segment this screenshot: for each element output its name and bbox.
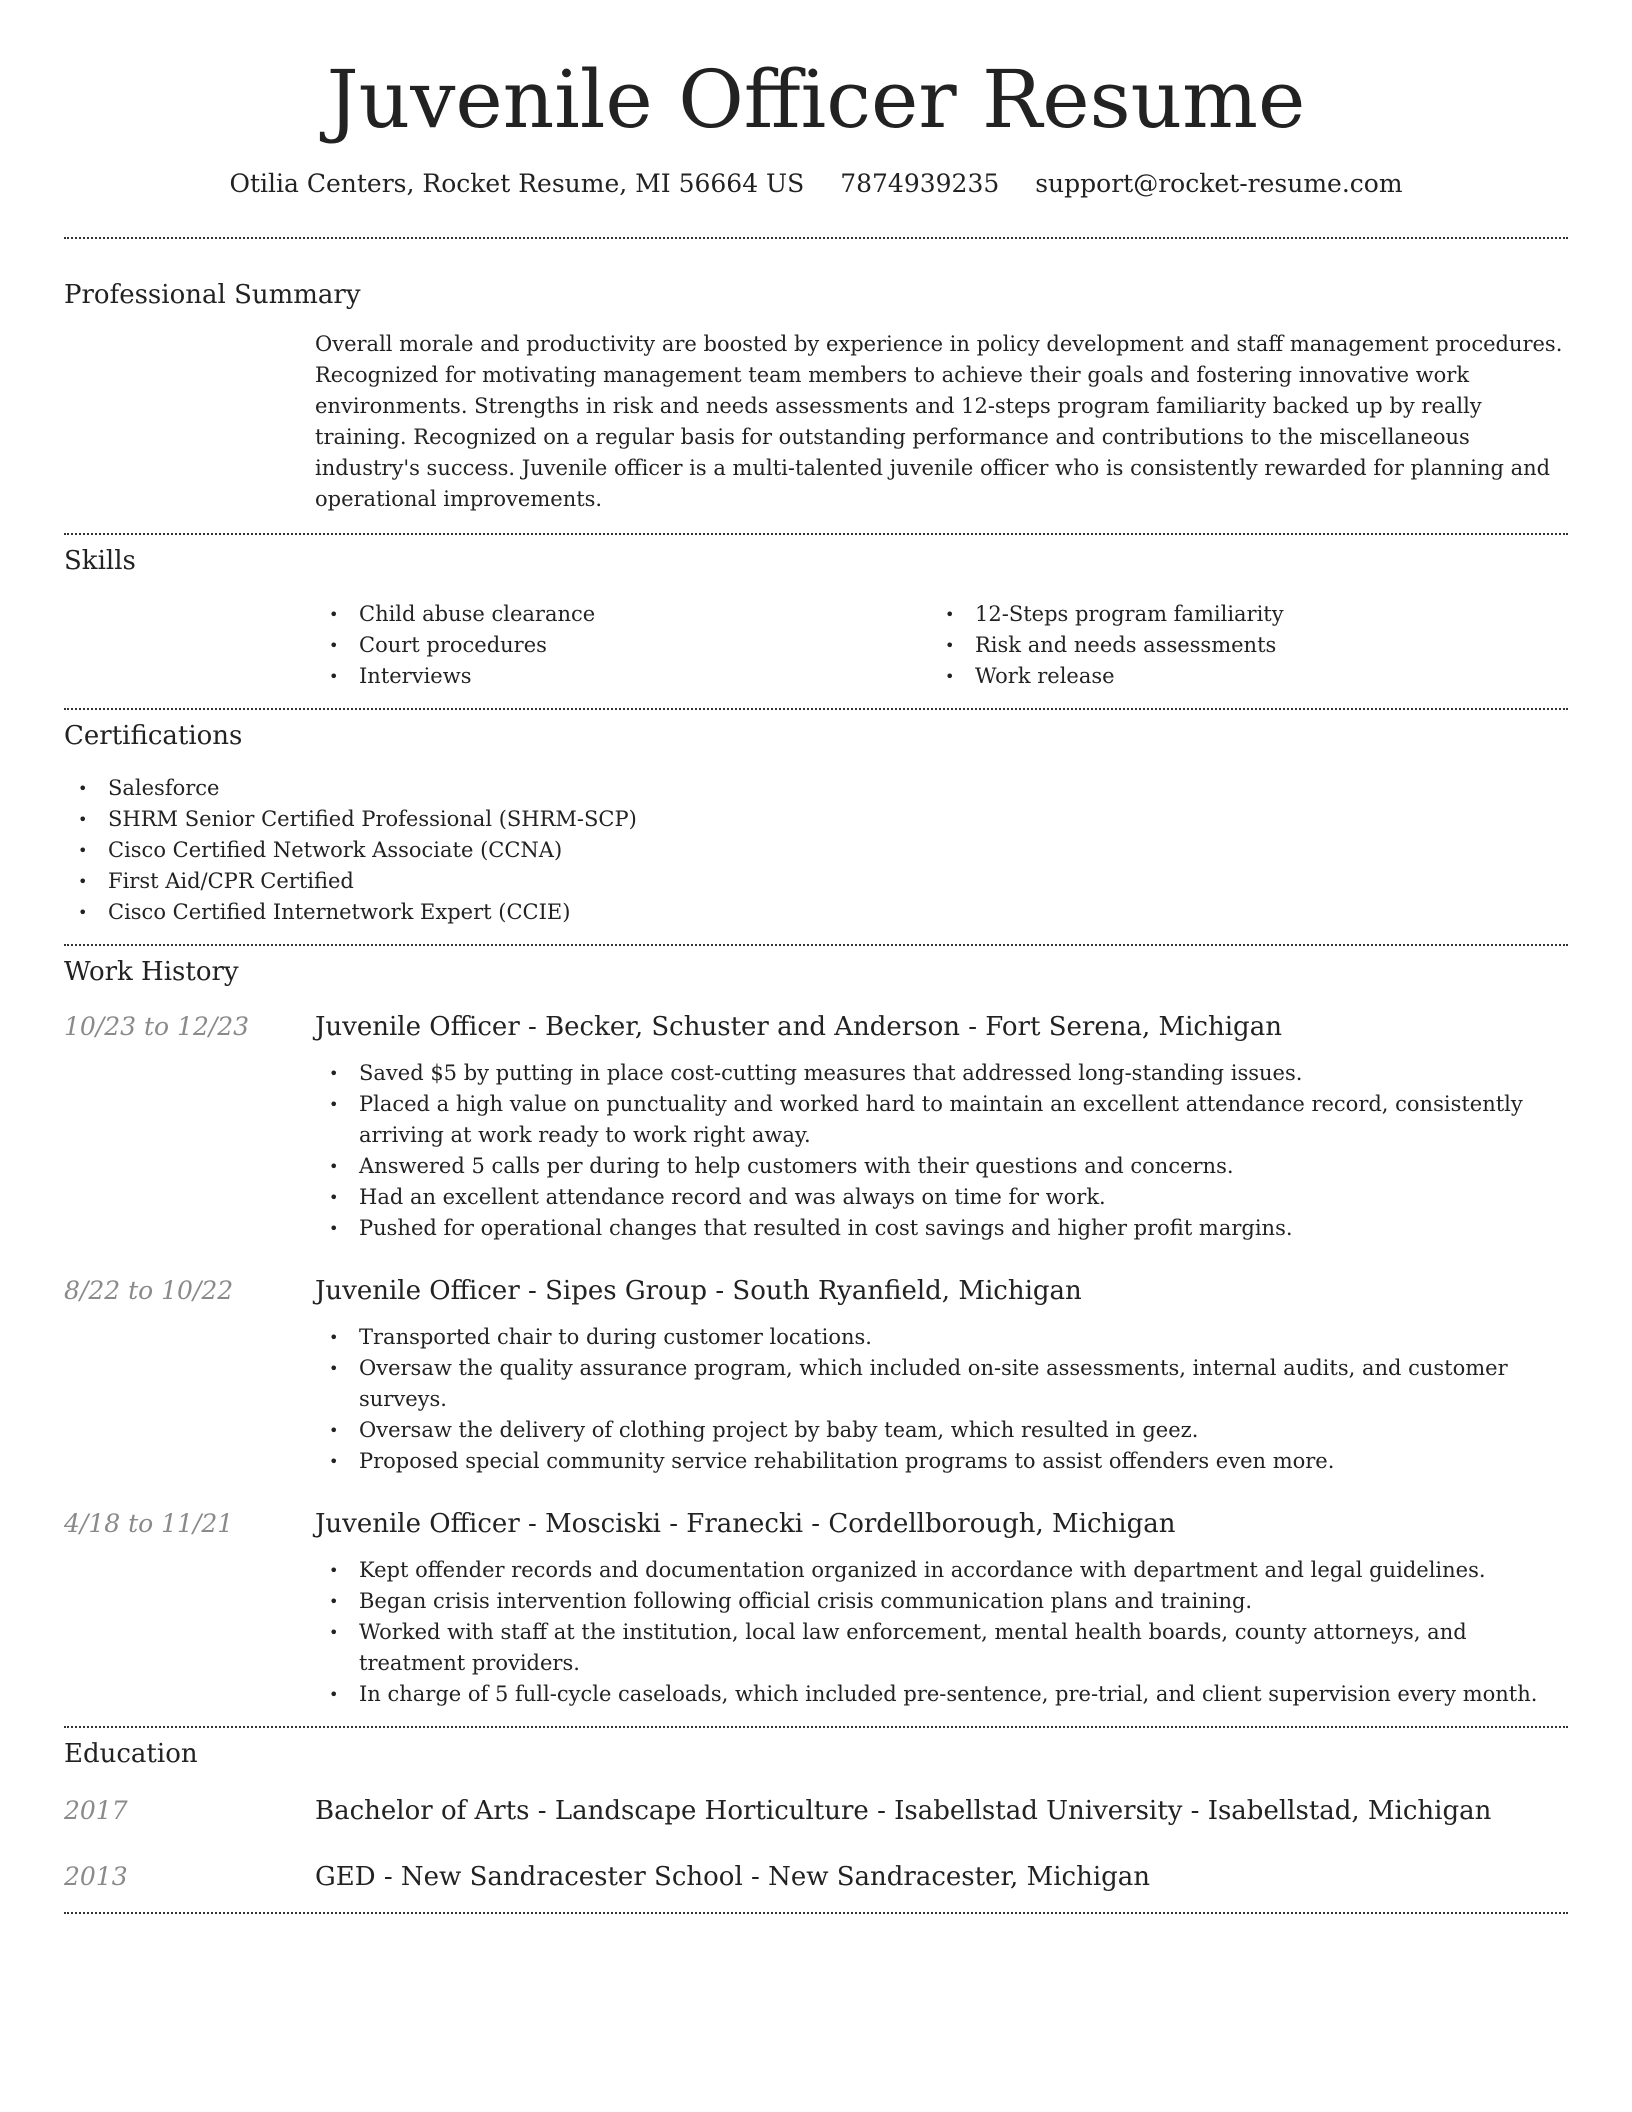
divider [64, 1726, 1568, 1728]
contact-email: support@rocket-resume.com [1035, 169, 1403, 198]
contact-address: Otilia Centers, Rocket Resume, MI 56664 US [229, 169, 805, 198]
job-bullet: • Oversaw the quality assurance program, which included on-site assessments, internal audits, and customer surveys. [315, 1353, 1568, 1415]
work-heading: Work History [64, 957, 239, 988]
education-heading: Education [64, 1739, 198, 1770]
job-dates: 8/22 to 10/22 [64, 1276, 234, 1306]
divider [64, 533, 1568, 535]
skills-heading: Skills [64, 545, 136, 576]
job-entry [64, 1010, 1568, 1244]
job-bullet: • Began crisis intervention following official crisis communication plans and training. [315, 1586, 1568, 1617]
skills-grid [315, 599, 1568, 692]
job-bullet: • Kept offender records and documentation organized in accordance with department and legal guidelines. [315, 1555, 1568, 1586]
summary-text: Overall morale and productivity are boosted by experience in policy development and staff management procedures. Recognized for motivating management team members to achieve their goals and fostering innovative work environments. Strengths in risk and needs assessments and 12-steps program familiarity backed up by really training. Recognized on a regular basis for outstanding performance and contributions to the miscellaneous industry's success. Juvenile officer is a multi-talented juvenile officer who is consistently rewarded for planning and operational improvements. [315, 331, 1563, 511]
contact-line [64, 166, 1568, 201]
summary-heading: Professional Summary [64, 280, 361, 310]
skill-item: • 12-Steps program familiarity [931, 599, 1547, 630]
certification-item: • First Aid/CPR Certified [64, 866, 1568, 897]
skill-item: • Interviews [315, 661, 931, 692]
work-section [64, 956, 1568, 1710]
contact-phone: 7874939235 [840, 169, 1000, 198]
job-bullet: • In charge of 5 full-cycle caseloads, which included pre-sentence, pre-trial, and client supervision every month. [315, 1679, 1568, 1710]
job-bullet: • Proposed special community service rehabilitation programs to assist offenders even more. [315, 1446, 1568, 1477]
certifications-heading: Certifications [64, 720, 243, 751]
summary-section [64, 279, 1568, 515]
certifications-section [64, 720, 1568, 929]
job-bullets [315, 1322, 1568, 1477]
skill-item: • Work release [931, 661, 1547, 692]
certification-item: • Cisco Certified Network Associate (CCNA) [64, 835, 1568, 866]
job-bullet: • Placed a high value on punctuality and worked hard to maintain an excellent attendance record, consistently arriving at work ready to work right away. [315, 1089, 1568, 1151]
education-degree: Bachelor of Arts - Landscape Horticulture - Isabellstad University - Isabellstad, Michigan [315, 1795, 1492, 1826]
education-year: 2017 [64, 1795, 128, 1825]
divider [64, 944, 1568, 946]
job-entry [64, 1274, 1568, 1477]
job-bullet: • Answered 5 calls per during to help customers with their questions and concerns. [315, 1151, 1568, 1182]
education-section [64, 1738, 1568, 1894]
education-degree: GED - New Sandracester School - New Sandracester, Michigan [315, 1861, 1151, 1892]
certifications-list [64, 773, 1568, 928]
divider [64, 708, 1568, 710]
skill-item: • Child abuse clearance [315, 599, 931, 630]
job-bullet: • Worked with staff at the institution, local law enforcement, mental health boards, county attorneys, and treatment providers. [315, 1617, 1568, 1679]
resume-page [64, 0, 1568, 1914]
job-title: Juvenile Officer - Becker, Schuster and Anderson - Fort Serena, Michigan [315, 1012, 1282, 1043]
job-bullet: • Had an excellent attendance record and was always on time for work. [315, 1182, 1568, 1213]
job-bullet: • Saved $5 by putting in place cost-cutting measures that addressed long-standing issues. [315, 1058, 1568, 1089]
job-dates: 10/23 to 12/23 [64, 1012, 250, 1042]
job-details [315, 1274, 1568, 1477]
job-bullets [315, 1555, 1568, 1710]
skill-item: • Risk and needs assessments [931, 630, 1547, 661]
skills-list-right [931, 599, 1547, 692]
job-details [315, 1010, 1568, 1244]
job-bullet: • Transported chair to during customer locations. [315, 1322, 1568, 1353]
certification-item: • SHRM Senior Certified Professional (SHRM-SCP) [64, 804, 1568, 835]
certification-item: • Cisco Certified Internetwork Expert (CCIE) [64, 897, 1568, 928]
divider [64, 1912, 1568, 1914]
job-details [315, 1507, 1568, 1710]
certification-item: • Salesforce [64, 773, 1568, 804]
job-title: Juvenile Officer - Mosciski - Franecki - Cordellborough, Michigan [315, 1509, 1176, 1540]
education-entry [64, 1860, 1568, 1894]
skills-section [64, 545, 1568, 692]
resume-title: Juvenile Officer Resume [326, 53, 1306, 146]
skill-item: • Court procedures [315, 630, 931, 661]
job-dates: 4/18 to 11/21 [64, 1509, 234, 1539]
job-bullet: • Oversaw the delivery of clothing project by baby team, which resulted in geez. [315, 1415, 1568, 1446]
job-bullets [315, 1058, 1568, 1244]
skills-list-left [315, 599, 931, 692]
job-entry [64, 1507, 1568, 1710]
education-year: 2013 [64, 1861, 128, 1891]
education-entry [64, 1794, 1568, 1828]
job-title: Juvenile Officer - Sipes Group - South Ryanfield, Michigan [315, 1276, 1082, 1307]
job-bullet: • Pushed for operational changes that resulted in cost savings and higher profit margins. [315, 1213, 1568, 1244]
divider [64, 237, 1568, 239]
